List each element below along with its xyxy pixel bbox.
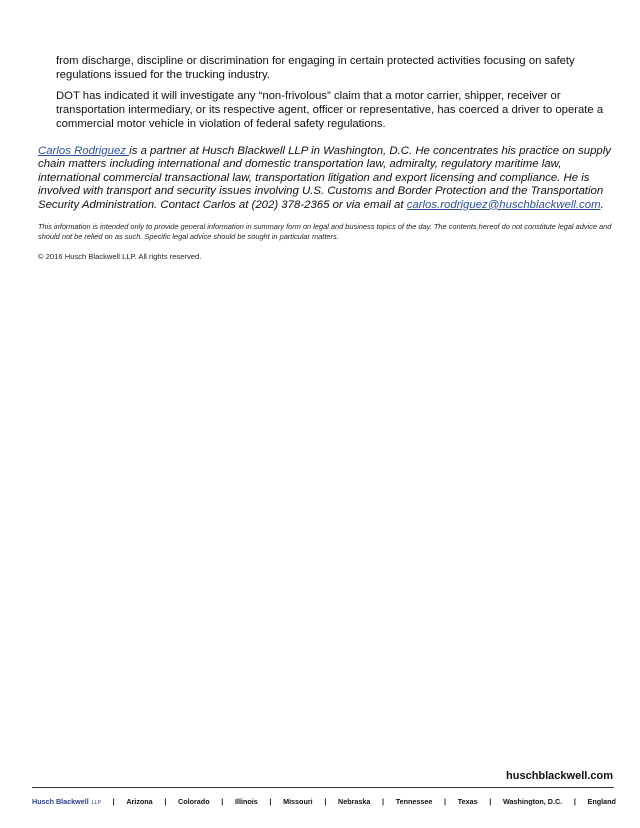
- author-bio: [38, 145, 614, 212]
- copyright-notice: © 2016 Husch Blackwell LLP. All rights reserved.: [38, 252, 202, 261]
- footer-separator: |: [324, 797, 327, 806]
- footer-location: Colorado: [178, 797, 210, 806]
- footer-location: Texas: [457, 797, 478, 806]
- footer-location: Arizona: [126, 797, 153, 806]
- footer-separator: |: [573, 797, 576, 806]
- footer-separator: |: [112, 797, 115, 806]
- author-name-link[interactable]: Carlos Rodriguez: [38, 145, 130, 157]
- footer-website[interactable]: huschblackwell.com: [506, 770, 613, 782]
- author-email-link[interactable]: carlos.rodriguez@huschblackwell.com: [406, 198, 601, 211]
- footer-brand: [32, 797, 101, 806]
- footer-separator: |: [164, 797, 167, 806]
- footer-brand-name: Husch Blackwell: [32, 797, 89, 806]
- author-bio-text: is a partner at Husch Blackwell LLP in Washington, D.C. He concentrates his practice on supply chain matters including international and domestic transportation law, admiralty, regulatory maritime law, international commercial transactional law, transportation litigation and export licensing and compliance. He is involved with transport and security issues involving U.S. Customs and Border Protection and the Transportation Security Administration. Contact Carlos at (202) 378-2365 or via email at: [38, 145, 611, 211]
- footer-location: Illinois: [234, 797, 258, 806]
- footer-location: Tennessee: [395, 797, 433, 806]
- footer-separator: |: [444, 797, 447, 806]
- footer-separator: |: [221, 797, 224, 806]
- footer-location: Washington, D.C.: [502, 797, 563, 806]
- footer-separator: |: [489, 797, 492, 806]
- footer-location: England: [587, 797, 616, 806]
- legal-disclaimer: This information is intended only to provide general information in summary form on legal and business topics of the day. The contents hereof do not constitute legal advice and should not be relied on as such. Specific legal advice should be sought in particular matters.: [38, 222, 612, 241]
- footer-separator: |: [269, 797, 272, 806]
- body-paragraph: from discharge, discipline or discrimination for engaging in certain protected activities focusing on safety regulations issued for the trucking industry.: [56, 55, 575, 81]
- footer-separator: |: [382, 797, 385, 806]
- author-bio-end: .: [600, 198, 604, 211]
- footer-location: Missouri: [283, 797, 313, 806]
- footer-location: Nebraska: [338, 797, 371, 806]
- footer-locations-bar: [32, 797, 616, 806]
- footer-brand-suffix: LLP: [91, 800, 101, 806]
- footer-divider: [32, 787, 614, 788]
- body-paragraph: DOT has indicated it will investigate any “non-frivolous” claim that a motor carrier, shipper, receiver or transportation intermediary, or its respective agent, officer or representative, has coerced a driver to operate a commercial motor vehicle in violation of federal safety regulations.: [56, 90, 604, 130]
